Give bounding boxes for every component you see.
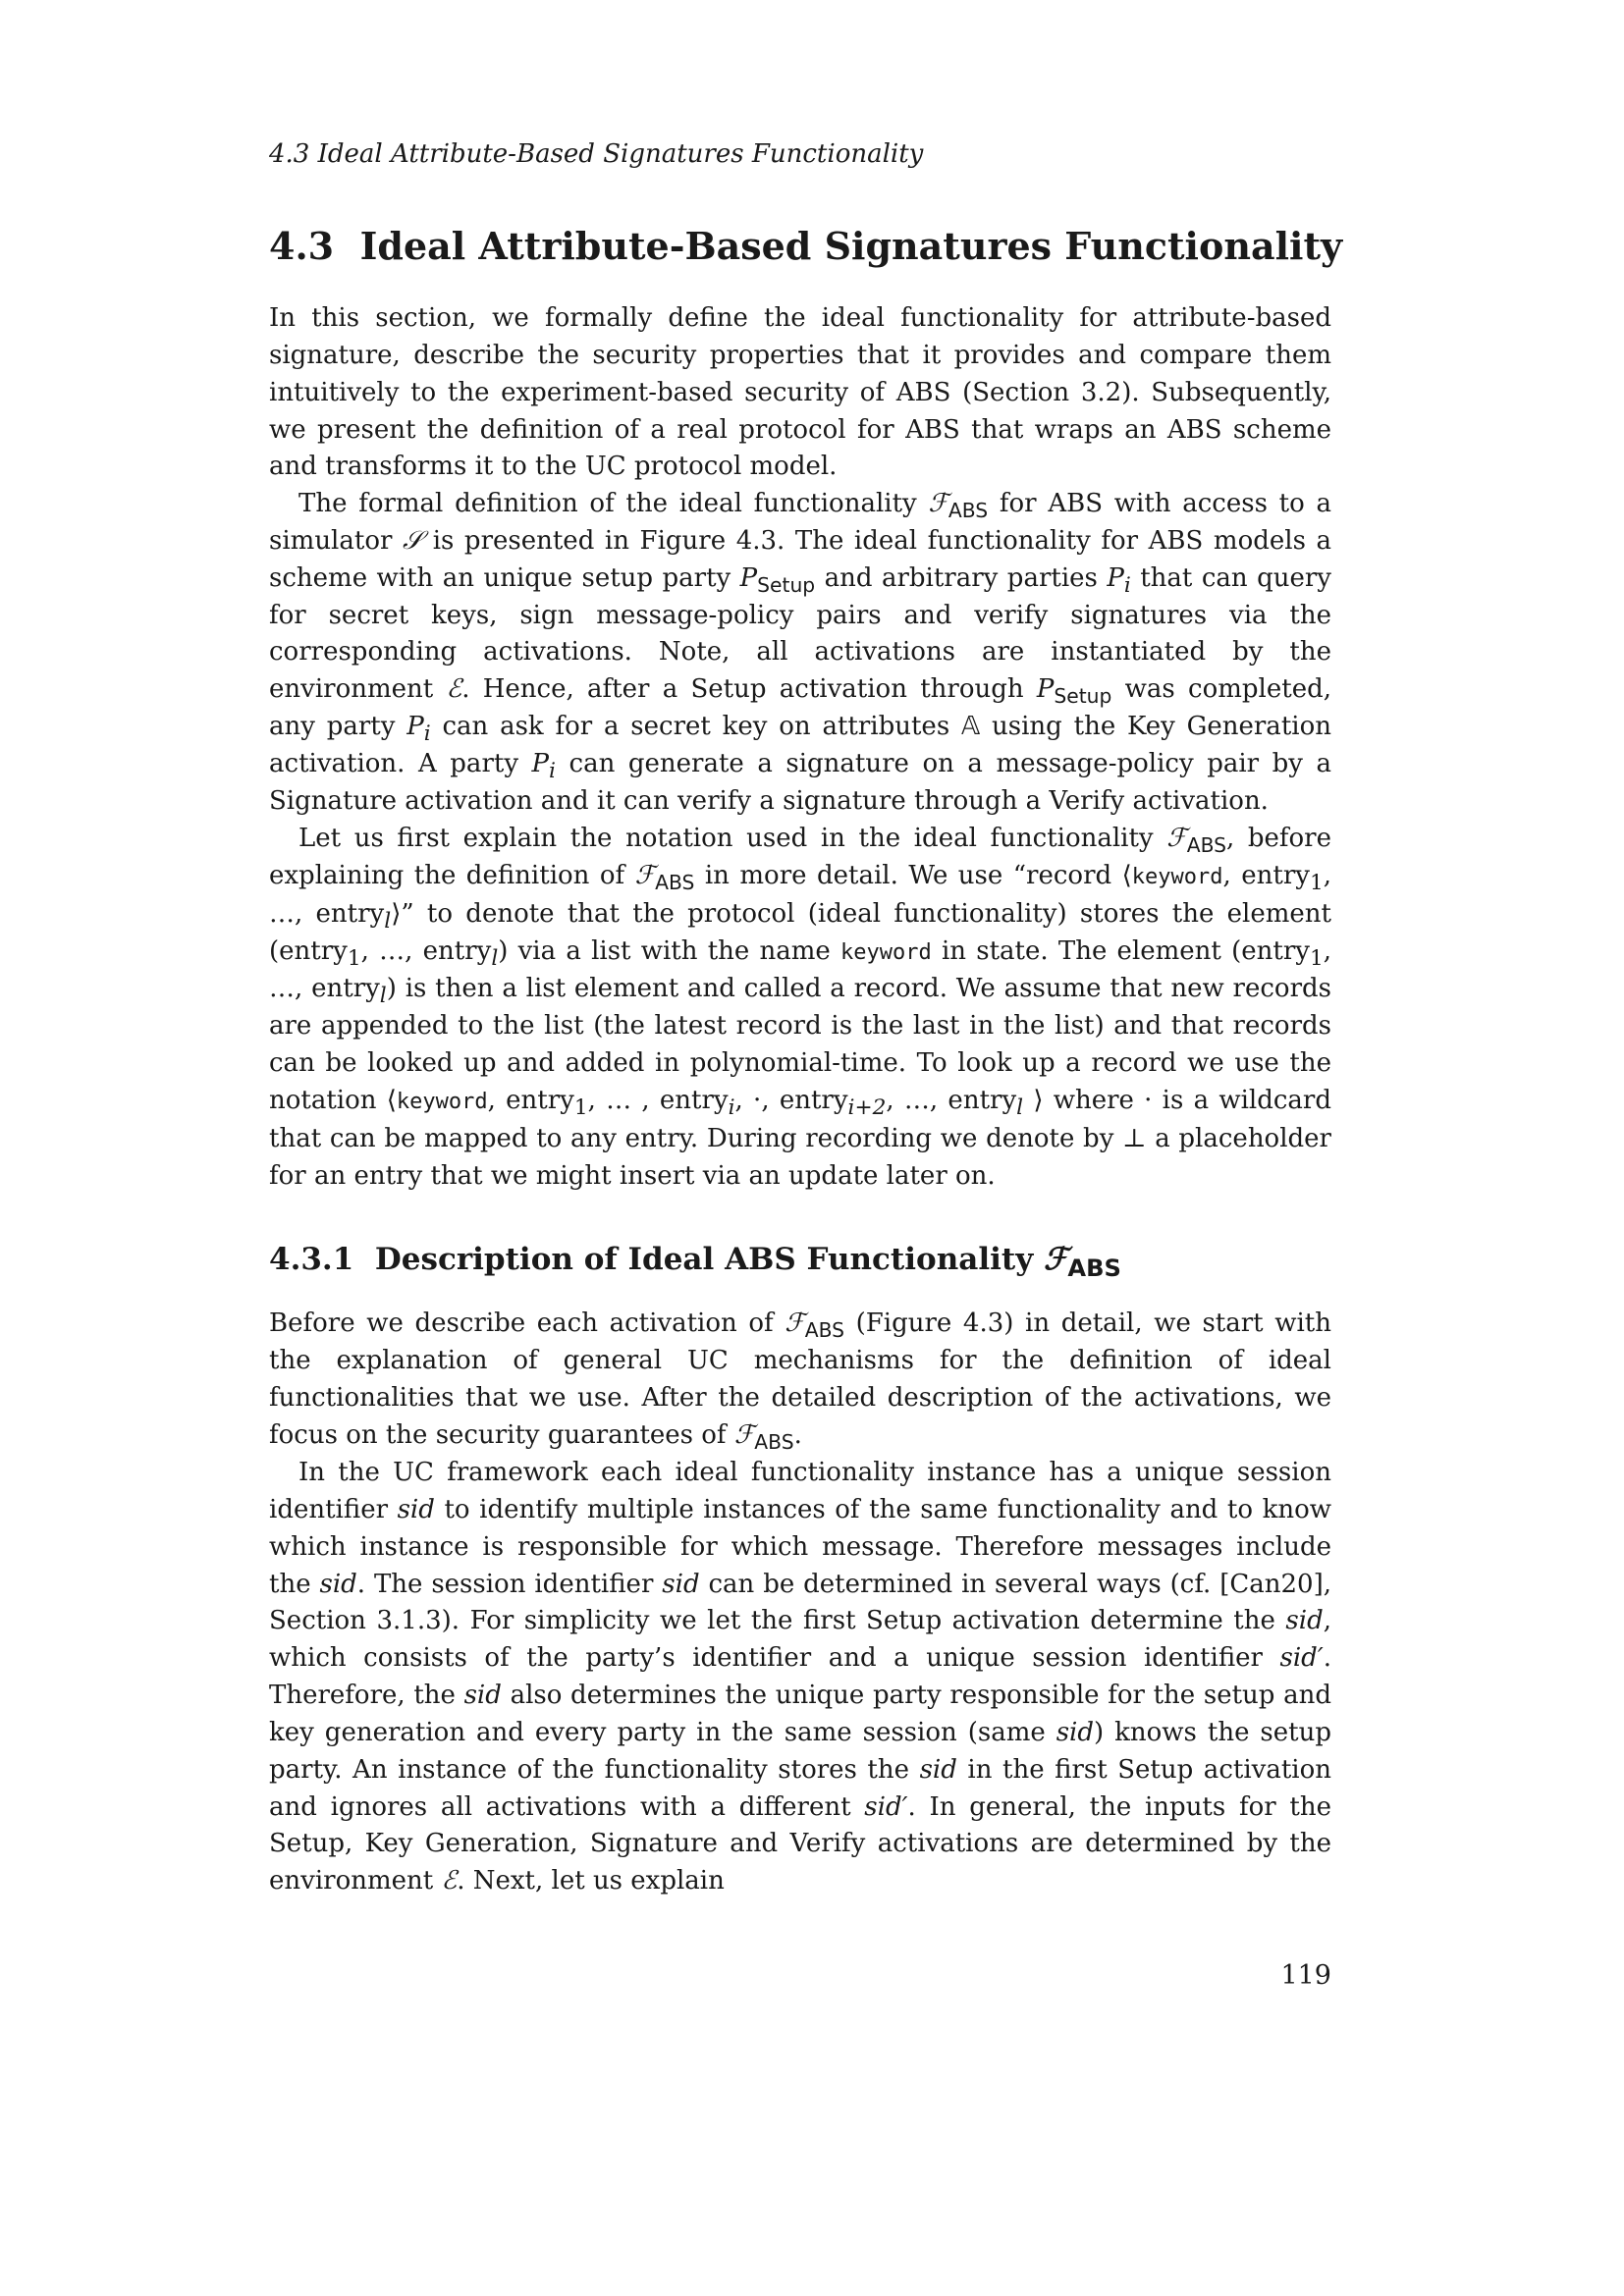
subsection-number: 4.3.1 [269,1242,354,1277]
paragraph-notation: Let us first explain the notation used in the ideal functionality ℱ$_{ABS}$, before explaining the definition of ℱ$_{ABS}$ in more detail. We use “record ⟨keyword, entry$_1$, …, entry$_l$⟩” to denote that the protocol (ideal functionality) stores the element (entry$_1$, …, entry$_l$) via a list with the name keyword in state. The element (entry$_1$, …, entry$_l$) is then a list element and called a record. We assume that new records are appended to the list (the latest record is the last in the list) and that records can be looked up and added in polynomial-time. To look up a record we use the notation ⟨keyword, entry$_1$, … , entry$_i$, ·, entry$_{i+2}$, …, entry$_l$ ⟩ where · is a wildcard that can be mapped to any entry. During recording we denote by ⊥ a placeholder for an entry that we might insert via an update later on. [269,824,1332,1191]
page-number: 119 [1280,1960,1331,1991]
subsection-title-text: Description of Ideal ABS Functionality [374,1242,1034,1277]
paragraph-uc-framework: In the UC framework each ideal functionality instance has a unique session identifier sid to identify multiple instances of the same functionality and to know which instance is responsible for which message. Therefore messages include the sid. The session identifier sid can be determined in several ways (cf. [Can20], Section 3.1.3). For simplicity we let the first Setup activation determine the sid, which consists of the party’s identifier and a unique session identifier sid′. Therefore, the sid also determines the unique party responsible for the setup and key generation and every party in the same session (same sid) knows the setup party. An instance of the functionality stores the sid in the first Setup activation and ignores all activations with a different sid′. In general, the inputs for the Setup, Key Generation, Signature and Verify activations are determined by the environment ℰ. Next, let us explain [269,1458,1332,1896]
running-header: 4.3 Ideal Attribute-Based Signatures Functionality [269,139,924,169]
section-title [269,224,1342,268]
paragraph-formal-definition: The formal definition of the ideal functionality ℱ$_{ABS}$ for ABS with access to a simulator 𝒮 is presented in Figure 4.3. The ideal functionality for ABS models a scheme with an unique setup party $P_{Setup}$ and arbitrary parties $P_i$ that can query for secret keys, sign message-policy pairs and verify signatures via the corresponding activations. Note, all activations are instantiated by the environment ℰ. Hence, after a Setup activation through $P_{Setup}$ was completed, any party $P_i$ can ask for a secret key on attributes 𝔸 using the Key Generation activation. A party $P_i$ can generate a signature on a message-policy pair by a Signature activation and it can verify a signature through a Verify activation. [269,489,1331,816]
paragraph-description: Before we describe each activation of ℱ$_{ABS}$ (Figure 4.3) in detail, we start with the explanation of general UC mechanisms for the definition of ideal functionalities that we use. After the detailed description of the activations, we focus on the security guarantees of ℱ$_{ABS}$. [269,1308,1331,1454]
paragraph-intro: In this section, we formally define the ideal functionality for attribute-based signature, describe the security properties that it provides and compare them intuitively to the experiment-based security of ABS (Section 3.2). Subsequently, we present the definition of a real protocol for ABS that wraps an ABS scheme and transforms it to the UC protocol model. [269,303,1331,482]
subsection-title: 4.3.1 Description of Ideal ABS Functionality ℱ$_{ABS}$ [269,1242,1121,1283]
section-number: 4.3 [269,224,335,268]
section-title-text: Ideal Attribute-Based Signatures Functionality [359,224,1343,268]
